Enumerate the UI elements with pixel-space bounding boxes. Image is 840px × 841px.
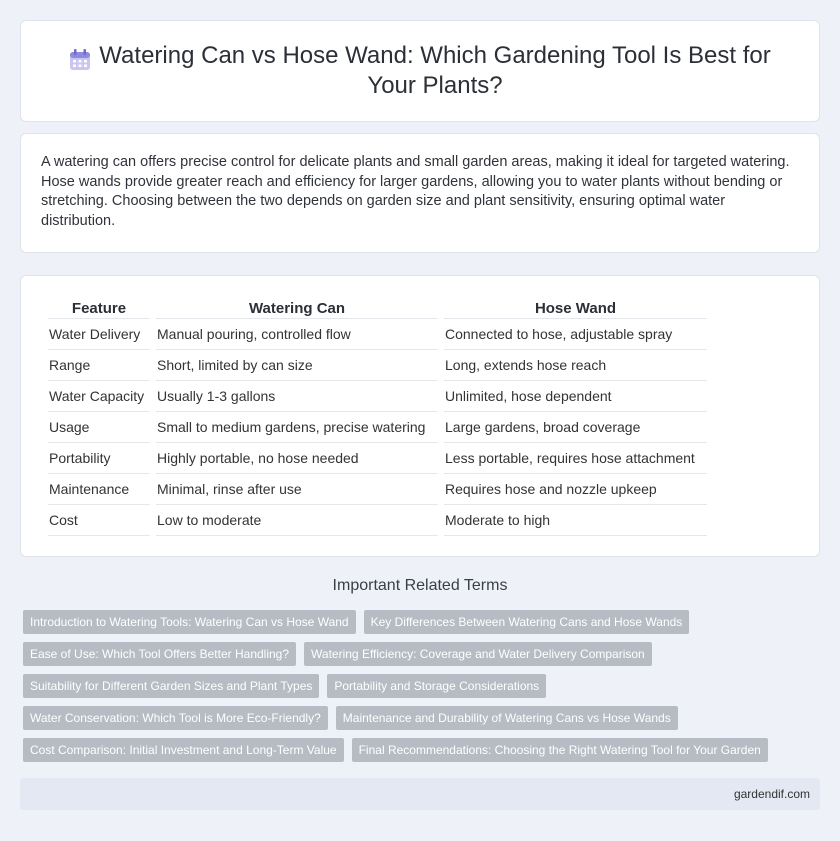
table-row — [48, 474, 707, 505]
title-card — [20, 20, 820, 122]
cell-watering-can: Low to moderate — [156, 505, 438, 536]
comparison-card — [20, 275, 820, 557]
related-term-tag[interactable]: Key Differences Between Watering Cans and Hose Wands — [364, 610, 690, 634]
related-term-tag[interactable]: Portability and Storage Considerations — [327, 674, 546, 698]
table-row — [48, 381, 707, 412]
table-row — [48, 443, 707, 474]
cell-feature: Maintenance — [48, 474, 150, 505]
header-watering-can: Watering Can — [156, 295, 438, 319]
related-term-tag[interactable]: Water Conservation: Which Tool is More Eco-Friendly? — [23, 706, 328, 730]
intro-paragraph: A watering can offers precise control for delicate plants and small garden areas, making it ideal for targeted watering. Hose wands provide greater reach and efficiency for larger gardens, allowing you to water plants without bending or stretching. Choosing between the two depends on garden size and plant sensitivity, ensuring optimal water distribution. — [41, 154, 790, 229]
table-row — [48, 505, 707, 536]
related-term-tag[interactable]: Cost Comparison: Initial Investment and Long-Term Value — [23, 738, 344, 762]
tag-row — [23, 674, 823, 698]
tag-row — [23, 706, 823, 730]
cell-feature: Range — [48, 350, 150, 381]
cell-hose-wand: Requires hose and nozzle upkeep — [444, 474, 707, 505]
related-term-tag[interactable]: Watering Efficiency: Coverage and Water Delivery Comparison — [304, 642, 652, 666]
cell-watering-can: Manual pouring, controlled flow — [156, 319, 438, 350]
tag-row — [23, 738, 823, 762]
table-header-row — [48, 295, 707, 319]
table-row — [48, 319, 707, 350]
related-term-tag[interactable]: Ease of Use: Which Tool Offers Better Handling? — [23, 642, 296, 666]
related-term-tag[interactable]: Maintenance and Durability of Watering Cans vs Hose Wands — [336, 706, 678, 730]
cell-watering-can: Minimal, rinse after use — [156, 474, 438, 505]
tag-row — [23, 610, 823, 634]
related-term-tag[interactable]: Suitability for Different Garden Sizes and Plant Types — [23, 674, 319, 698]
related-terms-title: Important Related Terms — [332, 577, 508, 594]
cell-hose-wand: Unlimited, hose dependent — [444, 381, 707, 412]
table-row — [48, 350, 707, 381]
header-feature: Feature — [48, 295, 150, 319]
footer-site[interactable]: gardendif.com — [733, 787, 810, 801]
cell-feature: Portability — [48, 443, 150, 474]
cell-watering-can: Small to medium gardens, precise watering — [156, 412, 438, 443]
cell-feature: Water Capacity — [48, 381, 150, 412]
cell-feature: Cost — [48, 505, 150, 536]
table-row — [48, 412, 707, 443]
cell-watering-can: Highly portable, no hose needed — [156, 443, 438, 474]
cell-hose-wand: Long, extends hose reach — [444, 350, 707, 381]
cell-watering-can: Short, limited by can size — [156, 350, 438, 381]
footer — [20, 778, 820, 810]
cell-hose-wand: Less portable, requires hose attachment — [444, 443, 707, 474]
related-term-tag[interactable]: Final Recommendations: Choosing the Right Watering Tool for Your Garden — [352, 738, 768, 762]
header-hose-wand: Hose Wand — [444, 295, 707, 319]
related-terms-list — [23, 610, 823, 770]
cell-watering-can: Usually 1-3 gallons — [156, 381, 438, 412]
page-title: Watering Can vs Hose Wand: Which Gardening Tool Is Best for Your Plants? — [99, 42, 771, 99]
cell-feature: Usage — [48, 412, 150, 443]
cell-hose-wand: Connected to hose, adjustable spray — [444, 319, 707, 350]
cell-hose-wand: Moderate to high — [444, 505, 707, 536]
comparison-table — [42, 295, 713, 536]
cell-hose-wand: Large gardens, broad coverage — [444, 412, 707, 443]
intro-card — [20, 133, 820, 253]
cell-feature: Water Delivery — [48, 319, 150, 350]
tag-row — [23, 642, 823, 666]
related-term-tag[interactable]: Introduction to Watering Tools: Watering Can vs Hose Wand — [23, 610, 356, 634]
